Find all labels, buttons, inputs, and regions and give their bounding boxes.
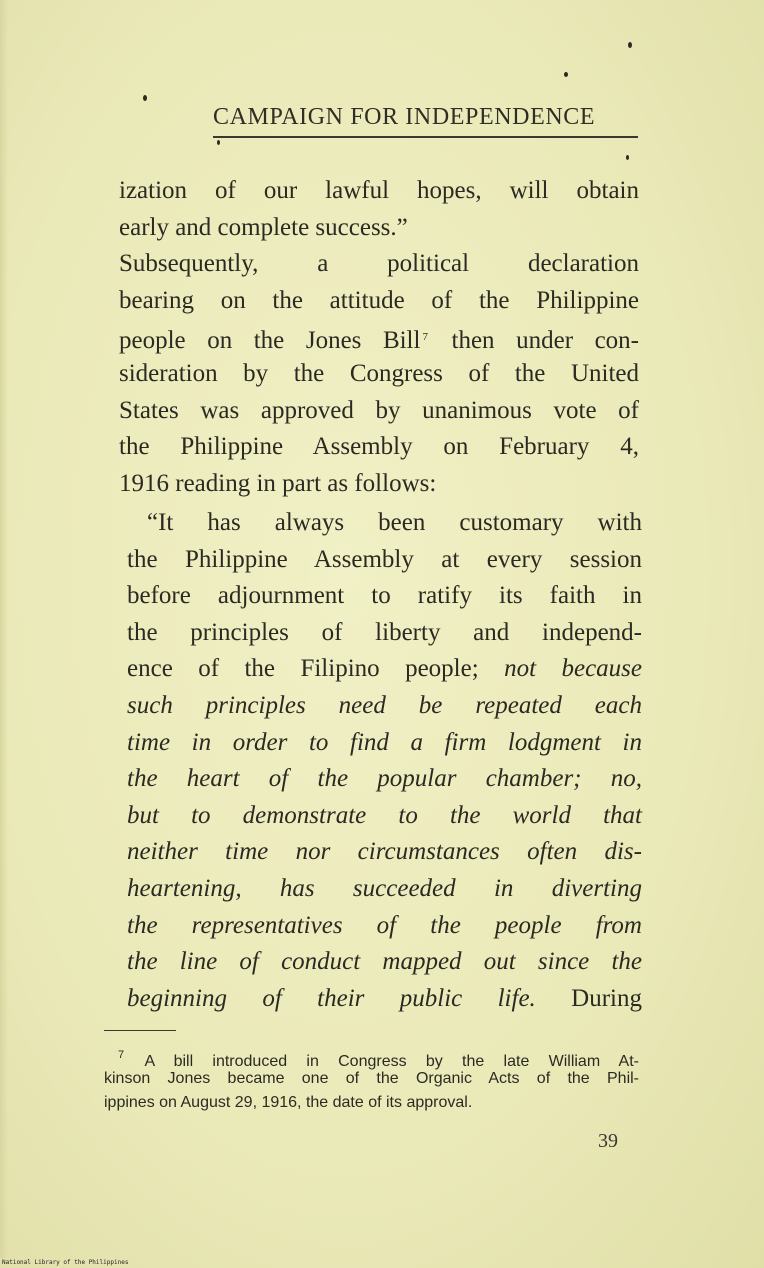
- body-line: early and complete success.”: [119, 213, 408, 241]
- ink-speck: [143, 95, 147, 101]
- quote-italic-part: not because: [504, 655, 642, 683]
- body-line-with-footnote: [119, 319, 639, 356]
- footnote-line: kinson Jones became one of the Organic Acts of the Phil-: [104, 1070, 639, 1087]
- body-line: ization of our lawful hopes, will obtain: [119, 177, 639, 204]
- ink-speck: [626, 155, 629, 160]
- quote-line-mixed: [127, 651, 642, 688]
- quotation: [127, 505, 642, 1017]
- body-line: bearing on the attitude of the Philippine: [119, 286, 639, 314]
- footnote-line: [104, 1043, 639, 1070]
- quote-line-mixed: [127, 981, 642, 1018]
- body-line-part: people on the Jones Bill: [119, 327, 421, 355]
- body-text: [119, 173, 639, 502]
- ink-speck: [564, 72, 568, 77]
- quote-line-part: ence of the Filipino people;: [127, 655, 479, 683]
- footnote-rule: [104, 1030, 176, 1031]
- running-head: CAMPAIGN FOR INDEPENDENCE: [213, 104, 596, 130]
- quote-italic-line: such principles need be repeated each: [127, 691, 642, 719]
- footnote-line: ippines on August 29, 1916, the date of its approval.: [104, 1094, 473, 1111]
- body-line: States was approved by unanimous vote of: [119, 396, 639, 424]
- footnote-line-text: A bill introduced in Congress by the late William At-: [144, 1053, 639, 1070]
- body-line: Subsequently, a political declaration: [119, 250, 639, 278]
- quote-line: the principles of liberty and independ-: [127, 618, 642, 646]
- quote-italic-line: heartening, has succeeded in diverting: [127, 874, 642, 902]
- ink-speck: [628, 42, 632, 48]
- body-line: sideration by the Congress of the United: [119, 359, 639, 387]
- quote-italic-line: the line of conduct mapped out since the: [127, 948, 642, 976]
- quote-trailing-word: During: [571, 984, 642, 1012]
- quote-italic-line: but to demonstrate to the world that: [127, 801, 642, 829]
- body-line-part: then under con-: [451, 327, 640, 355]
- quote-italic-line: the representatives of the people from: [127, 911, 642, 939]
- quote-line: “It has always been customary with: [147, 509, 642, 536]
- quote-italic-line: the heart of the popular chamber; no,: [127, 765, 642, 793]
- quote-italic-line: time in order to find a firm lodgment in: [127, 728, 642, 756]
- quote-italic-part: beginning of their public life.: [127, 984, 536, 1012]
- body-line: the Philippine Assembly on February 4,: [119, 433, 639, 461]
- page-edge-shadow: [0, 0, 8, 1258]
- quote-italic-line: neither time nor circumstances often dis-: [127, 838, 642, 866]
- running-head-rule: [213, 136, 638, 138]
- quote-line: the Philippine Assembly at every session: [127, 545, 642, 573]
- library-credit: National Library of the Philippines: [2, 1259, 129, 1266]
- footnote-marker: 7: [422, 331, 428, 344]
- ink-speck: [217, 140, 220, 145]
- footnote: [104, 1043, 639, 1115]
- body-line: 1916 reading in part as follows:: [119, 469, 437, 497]
- quote-line: before adjournment to ratify its faith in: [127, 582, 642, 610]
- footnote-marker: 7: [118, 1049, 125, 1061]
- page-number: 39: [598, 1130, 618, 1152]
